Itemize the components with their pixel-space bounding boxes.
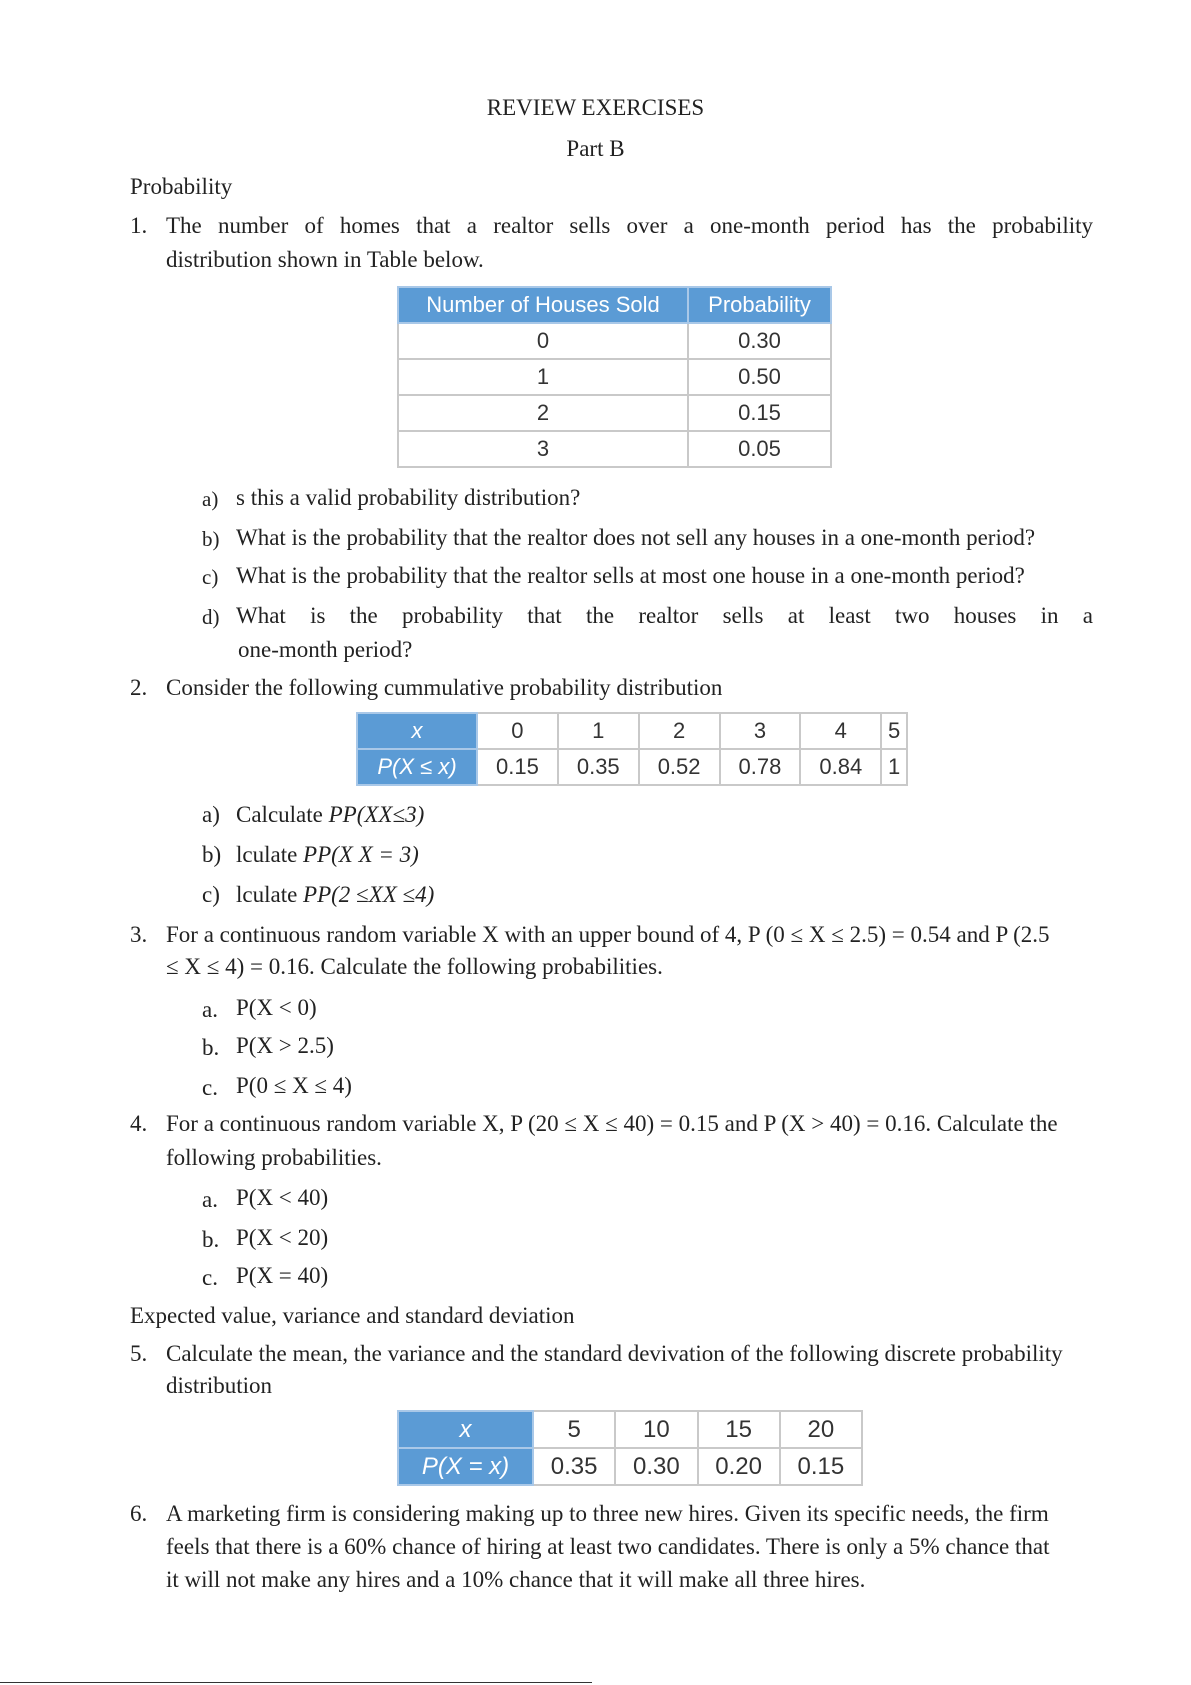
subquestion-text: P(X > 2.5) [236,1033,334,1058]
table-row [398,359,831,395]
subquestion-label: c) [202,882,220,907]
table-header: x [398,1411,533,1448]
question-number: 4. [130,1111,148,1136]
subquestion-label: d) [202,605,220,629]
subquestion-label: b. [202,1035,220,1060]
subquestion-text: lculate PP(X X = 3) [236,842,419,867]
subquestion-label: a. [202,997,218,1022]
subquestion-text: What is the probability that the realtor sells at most one house in a one-month period? [236,563,1025,588]
question-number: 2. [130,675,148,700]
subquestion-text: s this a valid probability distribution? [236,485,581,510]
table-cell: 2 [639,713,720,749]
table-cell: 1 [881,749,907,785]
table-row [398,431,831,467]
table-cell: 5 [533,1411,615,1448]
table-header: P(X ≤ x) [357,749,477,785]
table-cell: 4 [800,713,881,749]
subquestion-text: What is the probability that the realtor does not sell any houses in a one-month period? [236,525,1036,550]
table-cell: 10 [615,1411,697,1448]
question-text: Calculate the mean, the variance and the standard devivation of the following discrete probability [166,1341,1063,1366]
houses-sold-table [397,286,832,468]
table-cell: 20 [780,1411,862,1448]
question-number: 5. [130,1341,148,1366]
table-cell: 0.30 [615,1448,697,1485]
table-cell: 0.50 [688,359,831,395]
question-number: 6. [130,1501,148,1526]
table-cell: 5 [881,713,907,749]
subquestion-label: a) [202,487,219,511]
subquestion-label: b) [202,527,220,551]
section-heading-expected-value: Expected value, variance and standard deviation [130,1303,575,1328]
subquestion-label: c. [202,1265,218,1290]
subquestion-text: P(0 ≤ X ≤ 4) [236,1073,352,1098]
subquestion-label: c) [202,565,219,589]
question-text: For a continuous random variable X with an upper bound of 4, P (0 ≤ X ≤ 2.5) = 0.54 and P (2.5 [166,922,1050,947]
section-heading-probability: Probability [130,174,233,199]
question-text: A marketing firm is considering making up to three new hires. Given its specific needs, the firm [166,1501,1049,1526]
subquestion-text: Calculate PP(XX≤3) [236,802,425,827]
table-header: Number of Houses Sold [398,287,688,323]
subquestion-text: P(X = 40) [236,1263,329,1288]
table-cell: 0.15 [688,395,831,431]
table-cell: 0.84 [800,749,881,785]
subquestion-label: b) [202,842,222,867]
table-cell: 3 [398,431,688,467]
table-cell: 0.78 [720,749,801,785]
subquestion-text: What is the probability that the realtor sells at least two houses in a [236,603,1093,628]
table-cell: 0.35 [533,1448,615,1485]
question-text: Consider the following cummulative probability distribution [166,675,723,700]
table-cell: 0.30 [688,323,831,359]
table-header: P(X = x) [398,1448,533,1485]
table-cell: 0.20 [698,1448,780,1485]
table-cell: 2 [398,395,688,431]
question-number: 3. [130,922,148,947]
table-cell: 15 [698,1411,780,1448]
table-cell: 0.05 [688,431,831,467]
table-header: Probability [688,287,831,323]
table-cell: 0.52 [639,749,720,785]
table-cell: 3 [720,713,801,749]
subquestion-label: c. [202,1075,218,1100]
footnote-divider [0,1682,592,1683]
table-cell: 0.15 [780,1448,862,1485]
subquestion-text: P(X < 0) [236,995,317,1020]
table-cell: 0 [477,713,558,749]
table-cell: 1 [558,713,639,749]
question-number: 1. [130,213,148,238]
table-cell: 0 [398,323,688,359]
table-header: x [357,713,477,749]
subquestion-label: b. [202,1227,220,1252]
subquestion-text: lculate PP(2 ≤XX ≤4) [236,882,435,907]
subquestion-text: one-month period? [238,637,413,662]
table-row [357,749,907,785]
table-row [398,1411,862,1448]
subquestion-label: a. [202,1187,218,1212]
question-text: For a continuous random variable X, P (20 ≤ X ≤ 40) = 0.15 and P (X > 40) = 0.16. Calculate the [166,1111,1058,1136]
table-cell: 0.35 [558,749,639,785]
question-text: feels that there is a 60% chance of hiring at least two candidates. There is only a 5% chance that [166,1534,1050,1559]
table-row [398,323,831,359]
discrete-distribution-table [397,1410,863,1486]
page-title: REVIEW EXERCISES [486,95,705,120]
question-text: distribution shown in Table below. [166,247,484,272]
subquestion-text: P(X < 40) [236,1185,329,1210]
cumulative-distribution-table [356,712,908,786]
table-row [398,395,831,431]
table-row [398,1448,862,1485]
subquestion-label: a) [202,802,220,827]
table-cell: 1 [398,359,688,395]
question-text: distribution [166,1373,273,1398]
page-subtitle: Part B [566,136,625,161]
question-text: ≤ X ≤ 4) = 0.16. Calculate the following probabilities. [166,954,663,979]
question-text: The number of homes that a realtor sells over a one-month period has the probability [166,213,1093,238]
table-row [357,713,907,749]
subquestion-text: P(X < 20) [236,1225,329,1250]
question-text: it will not make any hires and a 10% chance that it will make all three hires. [166,1567,866,1592]
question-text: following probabilities. [166,1145,382,1170]
table-cell: 0.15 [477,749,558,785]
